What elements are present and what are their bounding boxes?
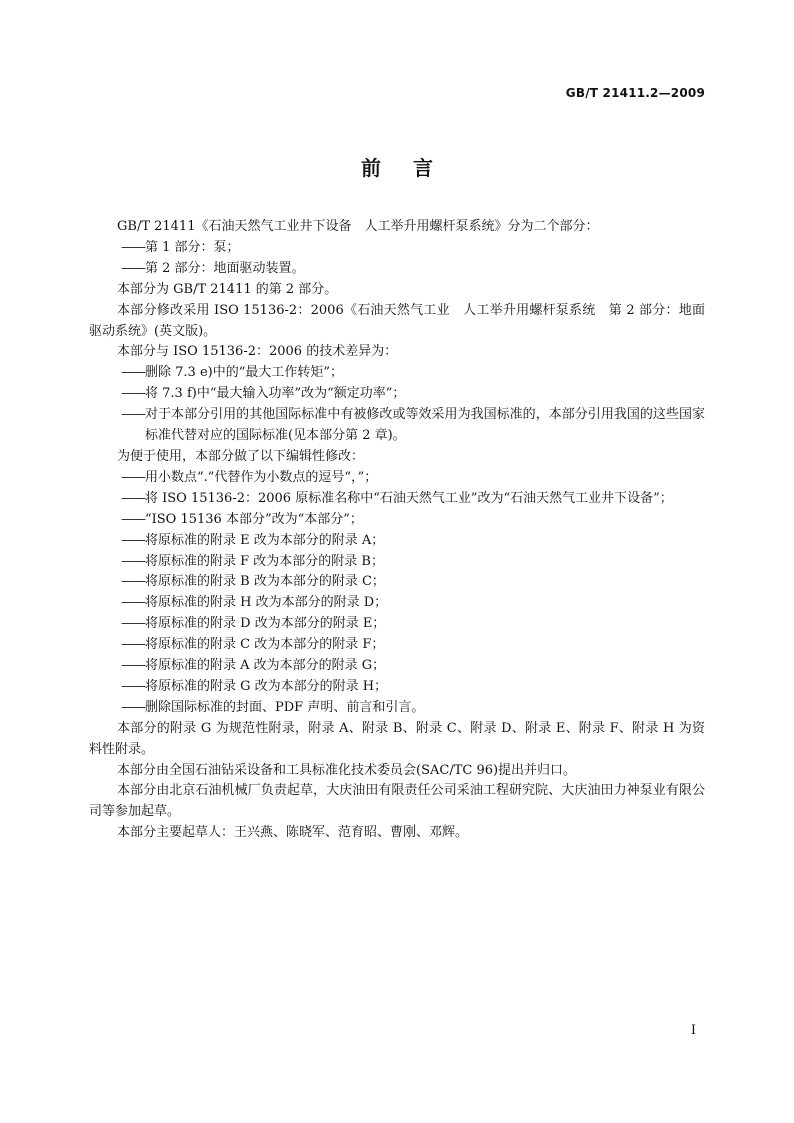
list-dash-mark: —— (121, 637, 145, 653)
paragraph: 本部分由全国石油钻采设备和工具标准化技术委员会(SAC/TC 96)提出并归口。 (117, 762, 577, 778)
page-title: 前言 (361, 156, 465, 180)
paragraph: 本部分的附录 G 为规范性附录，附录 A、附录 B、附录 C、附录 D、附录 E、附录 F、附录 H 为资料性附录。 (89, 720, 705, 757)
list-item-text: 将原标准的附录 D 改为本部分的附录 E； (145, 616, 386, 632)
list-item-text: 将原标准的附录 C 改为本部分的附录 F； (145, 637, 385, 653)
list-item (89, 468, 705, 489)
standard-code: GB/T 21411.2—2009 (565, 86, 705, 100)
list-item-text: 对于本部分引用的其他国际标准中有被修改或等效采用为我国标准的，本部分引用我国的这些国家标准代替对应的国际标准(见本部分第 2 章)。 (145, 407, 705, 444)
list-item-text: 用小数点“.”代替作为小数点的逗号“，”； (145, 469, 378, 485)
list-item (89, 593, 705, 614)
list-dash-mark: —— (121, 407, 145, 423)
paragraph: 本部分由北京石油机械厂负责起草，大庆油田有限责任公司采油工程研究院、大庆油田力神泵业有限公司等参加起草。 (89, 783, 705, 820)
list-item (89, 405, 705, 447)
list-item-text: 第 2 部分：地面驱动装置。 (145, 260, 305, 276)
list-item (89, 384, 705, 405)
list-dash-mark: —— (121, 260, 145, 276)
list-dash-mark: —— (121, 469, 145, 485)
list-dash-mark: —— (121, 616, 145, 632)
list-item (89, 531, 705, 552)
paragraph: 为便于使用，本部分做了以下编辑性修改： (117, 448, 365, 464)
list-item-text: 将原标准的附录 G 改为本部分的附录 H； (145, 678, 388, 694)
list-dash-mark: —— (121, 678, 145, 694)
foreword-body (89, 217, 705, 844)
list-item (89, 259, 705, 280)
list-item (89, 698, 705, 719)
list-item-text: 将原标准的附录 B 改为本部分的附录 C； (145, 574, 385, 590)
list-item (89, 489, 705, 510)
list-item (89, 635, 705, 656)
list-item (89, 363, 705, 384)
paragraph: GB/T 21411《石油天然气工业井下设备 人工举升用螺杆泵系统》分为二个部分： (117, 219, 599, 234)
list-item (89, 677, 705, 698)
paragraph: 本部分修改采用 ISO 15136-2：2006《石油天然气工业 人工举升用螺杆泵系统 第 2 部分：地面驱动系统》(英文版)。 (89, 302, 705, 339)
page-number: I (690, 1023, 696, 1038)
list-item-text: 将原标准的附录 E 改为本部分的附录 A； (145, 532, 385, 548)
list-dash-mark: —— (121, 574, 145, 590)
list-dash-mark: —— (121, 699, 145, 715)
list-item (89, 614, 705, 635)
list-item-text: 删除 7.3 e)中的“最大工作转矩”； (145, 365, 343, 381)
list-item-text: 将 ISO 15136-2：2006 原标准名称中“石油天然气工业”改为“石油天然气工业井下设备”； (145, 490, 673, 506)
list-item-text: “ISO 15136 本部分”改为“本部分”； (145, 511, 363, 527)
list-item-text: 第 1 部分：泵； (145, 239, 240, 255)
list-item (89, 552, 705, 573)
list-dash-mark: —— (121, 553, 145, 569)
list-item-text: 将 7.3 f)中“最大输入功率”改为“额定功率”； (145, 386, 406, 402)
list-item-text: 将原标准的附录 A 改为本部分的附录 G； (145, 658, 386, 674)
list-dash-mark: —— (121, 511, 145, 527)
list-item (89, 572, 705, 593)
list-dash-mark: —— (121, 239, 145, 255)
list-dash-mark: —— (121, 365, 145, 381)
paragraph: 本部分与 ISO 15136-2：2006 的技术差异为： (117, 344, 398, 360)
list-item-text: 将原标准的附录 H 改为本部分的附录 D； (145, 595, 388, 611)
list-dash-mark: —— (121, 532, 145, 548)
list-dash-mark: —— (121, 658, 145, 674)
list-dash-mark: —— (121, 490, 145, 506)
list-dash-mark: —— (121, 595, 145, 611)
list-item-text: 删除国际标准的封面、PDF 声明、前言和引言。 (145, 699, 425, 715)
list-item (89, 510, 705, 531)
list-dash-mark: —— (121, 386, 145, 402)
list-item-text: 将原标准的附录 F 改为本部分的附录 B； (145, 553, 384, 569)
paragraph: 本部分主要起草人：王兴燕、陈晓军、范育昭、曹刚、邓辉。 (117, 825, 469, 841)
list-item (89, 238, 705, 259)
paragraph: 本部分为 GB/T 21411 的第 2 部分。 (117, 281, 338, 297)
list-item (89, 656, 705, 677)
